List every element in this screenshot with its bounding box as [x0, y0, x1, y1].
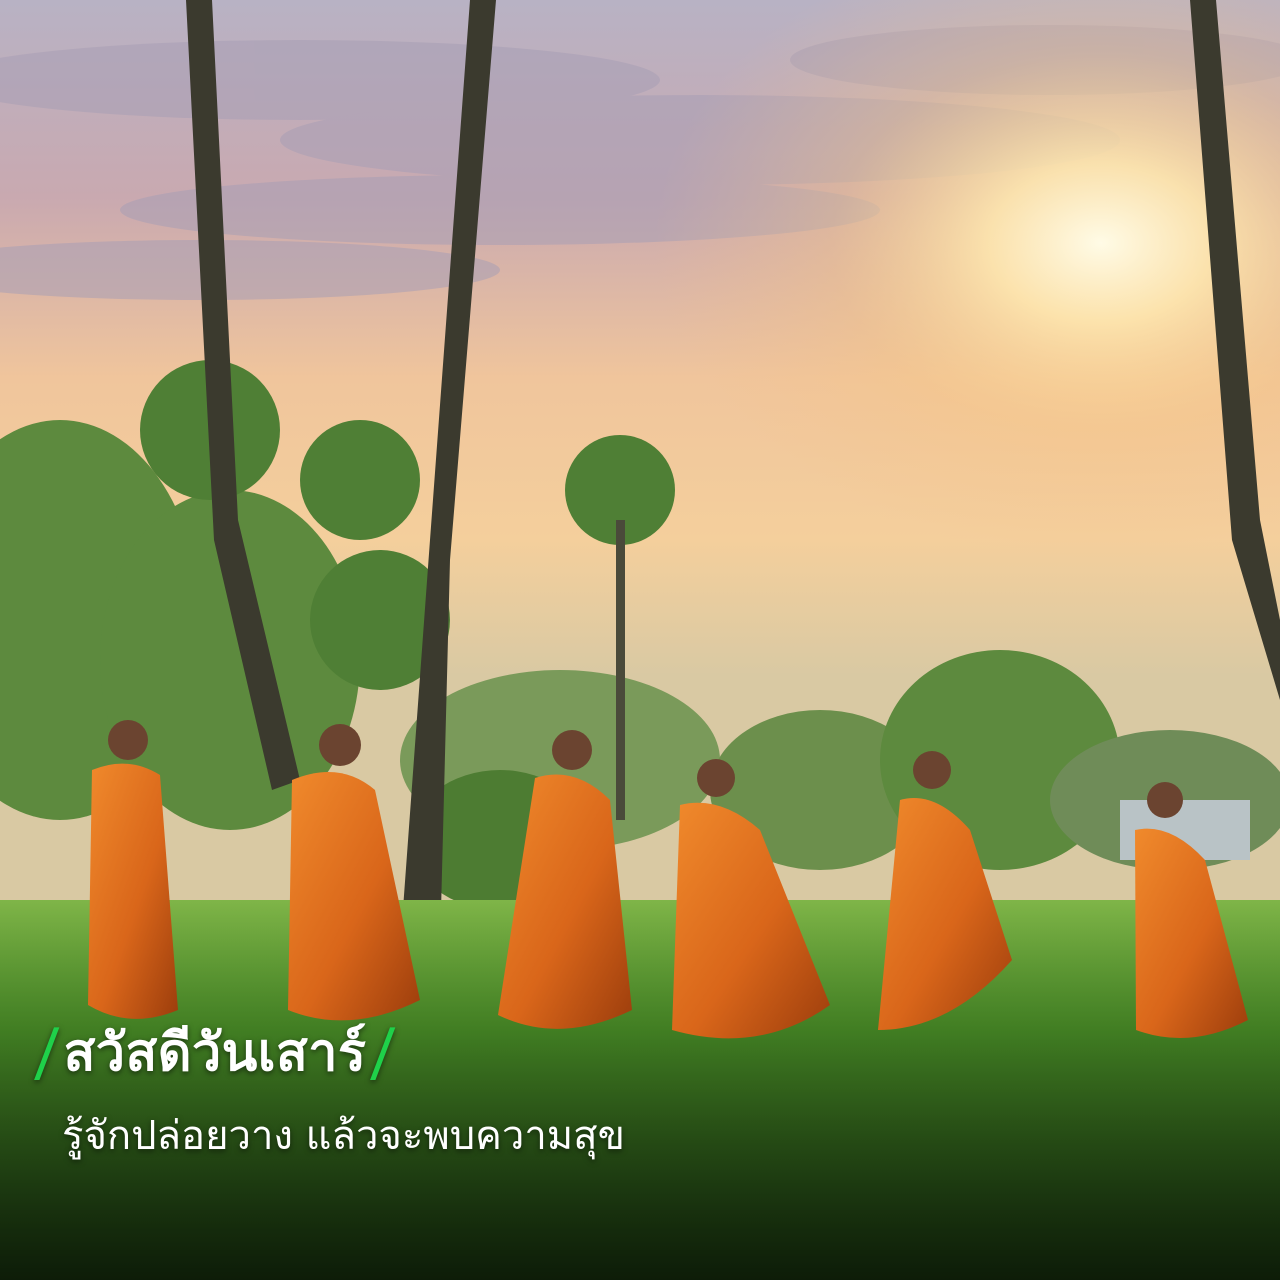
- headline-row: [33, 1008, 1236, 1098]
- headline: สวัสดีวันเสาร์: [63, 1023, 367, 1083]
- slash-right-icon: /: [369, 1016, 397, 1090]
- slash-left-icon: /: [33, 1016, 61, 1090]
- subline: รู้จักปล่อยวาง แล้วจะพบความสุข: [62, 1113, 625, 1159]
- caption-block: [33, 1008, 1236, 1160]
